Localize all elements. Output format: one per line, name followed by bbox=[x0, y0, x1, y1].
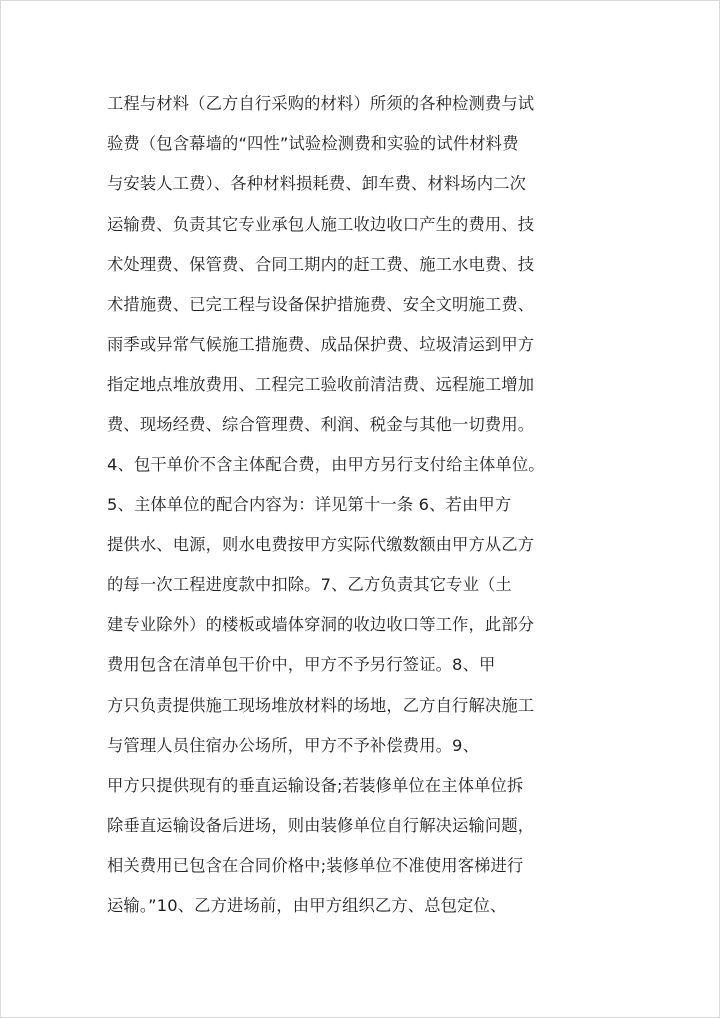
text-line: 工程与材料（乙方自行采购的材料）所须的各种检测费与试 bbox=[107, 94, 535, 113]
text-line: 建专业除外）的楼板或墙体穿洞的收边收口等工作，此部分 bbox=[107, 615, 535, 634]
text-line: 相关费用已包含在合同价格中;装修单位不准使用客梯进行 bbox=[107, 856, 524, 875]
text-line: 雨季或异常气候施工措施费、成品保护费、垃圾清运到甲方 bbox=[107, 335, 535, 354]
text-line: 甲方只提供现有的垂直运输设备;若装修单位在主体单位拆 bbox=[107, 776, 524, 795]
text-line: 术措施费、已完工程与设备保护措施费、安全文明施工费、 bbox=[107, 295, 535, 314]
text-line: 除垂直运输设备后进场，则由装修单位自行解决运输问题， bbox=[107, 816, 535, 835]
text-line: 与管理人员住宿办公场所，甲方不予补偿费用。9、 bbox=[107, 736, 479, 755]
text-line: 费用包含在清单包干价中，甲方不予另行签证。8、甲 bbox=[107, 655, 496, 674]
text-line: 术处理费、保管费、合同工期内的赶工费、施工水电费、技 bbox=[107, 255, 535, 274]
text-line: 5、主体单位的配合内容为：详见第十一条 6、若由甲方 bbox=[107, 495, 512, 514]
text-line: 提供水、电源，则水电费按甲方实际代缴数额由甲方从乙方 bbox=[107, 535, 535, 554]
text-line: 运输费、负责其它专业承包人施工收边收口产生的费用、技 bbox=[107, 215, 535, 234]
text-line: 4、包干单价不含主体配合费，由甲方另行支付给主体单位。 bbox=[107, 455, 545, 474]
text-line: 的每一次工程进度款中扣除。7、乙方负责其它专业（土 bbox=[107, 575, 512, 594]
text-line: 指定地点堆放费用、工程完工验收前清洁费、远程施工增加 bbox=[107, 375, 535, 394]
text-line: 与安装人工费）、各种材料损耗费、卸车费、材料场内二次 bbox=[107, 174, 527, 193]
text-line: 方只负责提供施工现场堆放材料的场地，乙方自行解决施工 bbox=[107, 696, 535, 715]
text-line: 费、现场经费、综合管理费、利润、税金与其他一切费用。 bbox=[107, 415, 535, 434]
text-line: 验费（包含幕墙的“四性”试验检测费和实验的试件材料费 bbox=[107, 134, 519, 153]
text-line: 运输。”10、乙方进场前，由甲方组织乙方、总包定位、 bbox=[107, 896, 507, 915]
